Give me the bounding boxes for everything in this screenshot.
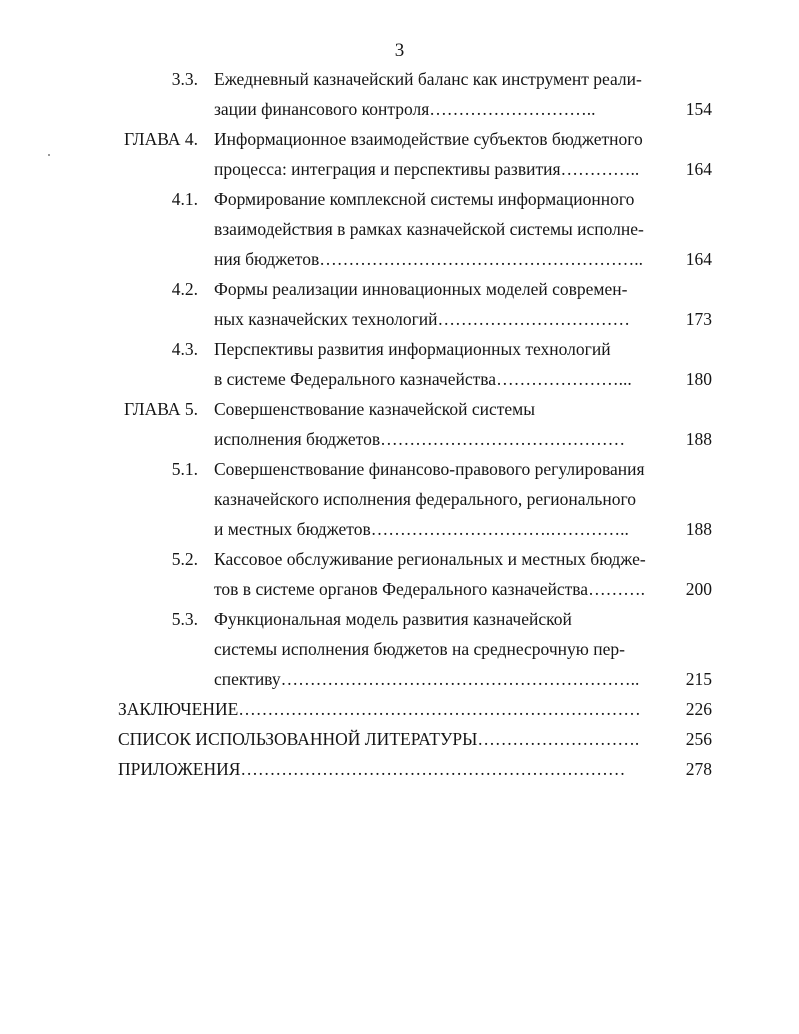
toc-entry-title-line: спективу…………………………………………………….. — [214, 669, 640, 689]
toc-entry-number: 3.3. — [171, 69, 198, 89]
toc-entry-title-line: в системе Федерального казначейства…………………... — [214, 369, 632, 389]
toc-entry-title-line: процесса: интеграция и перспективы развития………….. — [214, 159, 640, 179]
toc-entry-title-line: зации финансового контроля……………………….. — [214, 99, 596, 119]
toc-entry-page: 180 — [685, 369, 712, 389]
toc-entry-title-line: исполнения бюджетов…………………………………… — [214, 429, 626, 449]
toc-entry-page: 256 — [685, 729, 712, 749]
toc-entry-title-line: Функциональная модель развития казначейской — [214, 609, 572, 629]
toc-entry-page: 215 — [685, 669, 712, 689]
toc-entry-title-line: взаимодействия в рамках казначейской системы исполне- — [214, 219, 644, 239]
toc-entry-title-line: Ежедневный казначейский баланс как инструмент реали- — [214, 69, 642, 89]
toc-entry-page: 154 — [685, 99, 712, 119]
toc-entry-title-line: Информационное взаимодействие субъектов бюджетного — [214, 129, 643, 149]
toc-entry-number: ГЛАВА 5. — [123, 399, 198, 419]
toc-entry-page: 278 — [685, 759, 712, 779]
toc-entry-title-line: Кассовое обслуживание региональных и местных бюдже- — [214, 549, 646, 569]
toc-entry-title-line: Совершенствование казначейской системы — [214, 399, 535, 419]
toc-entry-page: 188 — [685, 429, 712, 449]
toc-entry-number: ГЛАВА 4. — [123, 129, 198, 149]
toc-entry-title-line: Формы реализации инновационных моделей современ- — [214, 279, 628, 299]
scan-speck — [48, 154, 50, 156]
toc-entry-number: 5.3. — [171, 609, 198, 629]
toc-entry-number: 5.2. — [171, 549, 198, 569]
toc-entry-number: 5.1. — [171, 459, 198, 479]
toc-entry-title-line: ЗАКЛЮЧЕНИЕ…………………………………………………………… — [118, 699, 641, 719]
toc-entry-title-line: Перспективы развития информационных технологий — [214, 339, 611, 359]
toc-entry-page: 200 — [685, 579, 712, 599]
toc-entry-page: 173 — [685, 309, 712, 329]
toc-entry-title-line: казначейского исполнения федерального, регионального — [214, 489, 637, 509]
toc-entry-page: 164 — [685, 249, 712, 269]
page-number: 3 — [394, 40, 405, 61]
toc-entry-page: 188 — [685, 519, 712, 539]
toc-entry-title-line: и местных бюджетов………………………….………….. — [214, 519, 629, 539]
toc-entry-title-line: Формирование комплексной системы информационного — [214, 189, 635, 209]
toc-entry-title-line: ПРИЛОЖЕНИЯ………………………………………………………… — [118, 759, 626, 779]
toc-entry-title-line: тов в системе органов Федерального казначейства………. — [214, 579, 645, 599]
toc-entry-title-line: Совершенствование финансово-правового регулирования — [214, 459, 645, 479]
toc-entry-number: 4.2. — [171, 279, 198, 299]
toc-entry-page: 226 — [685, 699, 712, 719]
toc-entry-number: 4.1. — [171, 189, 198, 209]
toc-entry-title-line: ных казначейских технологий…………………………… — [214, 309, 631, 329]
toc-entry-title-line: ния бюджетов……………………………………………….. — [214, 249, 643, 269]
toc-entry-number: 4.3. — [171, 339, 198, 359]
toc-entry-title-line: системы исполнения бюджетов на среднесрочную пер- — [214, 639, 625, 659]
toc-entry-title-line: СПИСОК ИСПОЛЬЗОВАННОЙ ЛИТЕРАТУРЫ………………………. — [118, 729, 640, 749]
toc-entry-page: 164 — [685, 159, 712, 179]
